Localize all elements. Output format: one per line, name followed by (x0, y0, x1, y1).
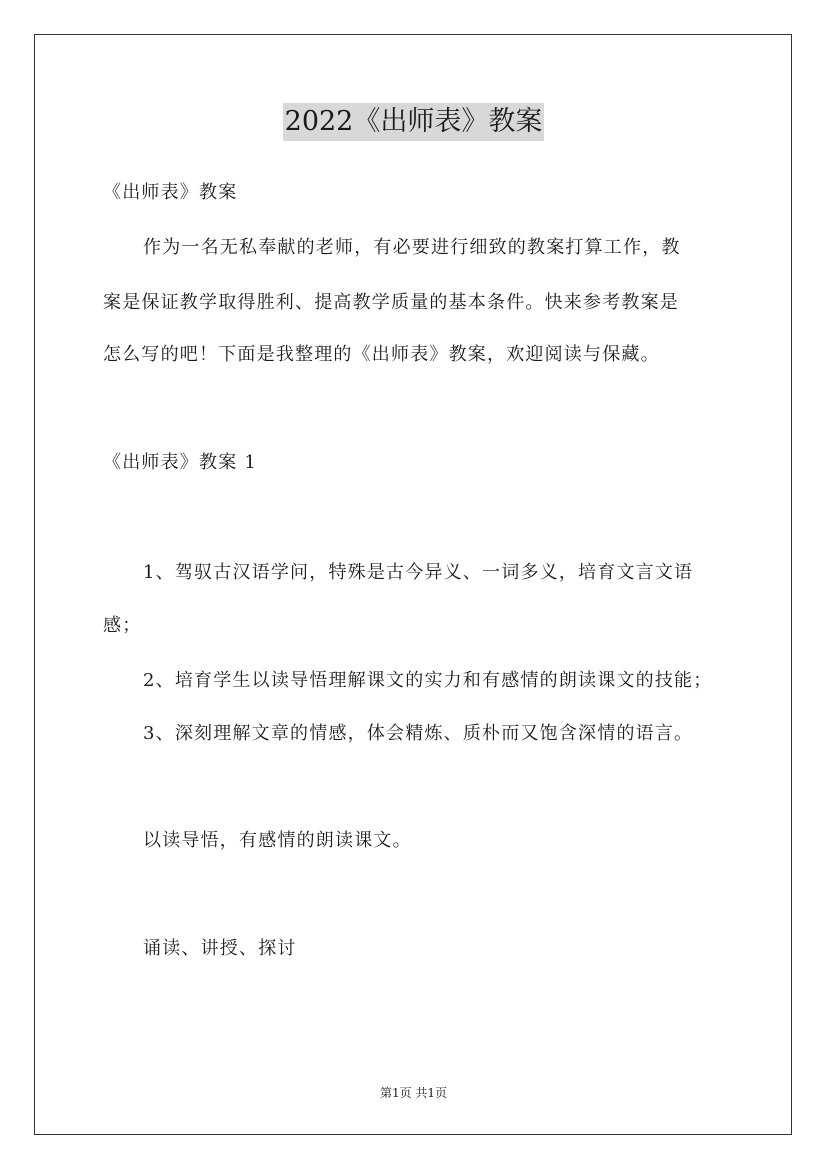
page-footer: 第1页 共1页 (379, 1086, 448, 1100)
intro-line-1: 作为一名无私奉献的老师，有必要进行细致的教案打算工作，教 (143, 237, 681, 258)
goal-line-1-cont: 感； (103, 615, 142, 636)
document-title: 2022《出师表》教案 (283, 103, 545, 141)
goal-line-1: 1、驾驭古汉语学问，特殊是古今异义、一词多义，培育文言文语 (143, 562, 694, 583)
goal-line-2: 2、培育学生以读导悟理解课文的实力和有感情的朗读课文的技能； (143, 670, 713, 691)
intro-line-2: 案是保证教学取得胜利、提高教学质量的基本条件。快来参考教案是 (103, 292, 679, 313)
approach-line: 诵读、讲授、探讨 (143, 938, 297, 959)
section-heading: 《出师表》教案 1 (103, 452, 257, 473)
title-container (0, 103, 827, 141)
goal-line-3: 3、深刻理解文章的情感，体会精炼、质朴而又饱含深情的语言。 (143, 723, 694, 744)
subtitle: 《出师表》教案 (103, 182, 238, 203)
method-line: 以读导悟，有感情的朗读课文。 (143, 830, 412, 851)
intro-line-3: 怎么写的吧！下面是我整理的《出师表》教案，欢迎阅读与保藏。 (103, 344, 660, 365)
